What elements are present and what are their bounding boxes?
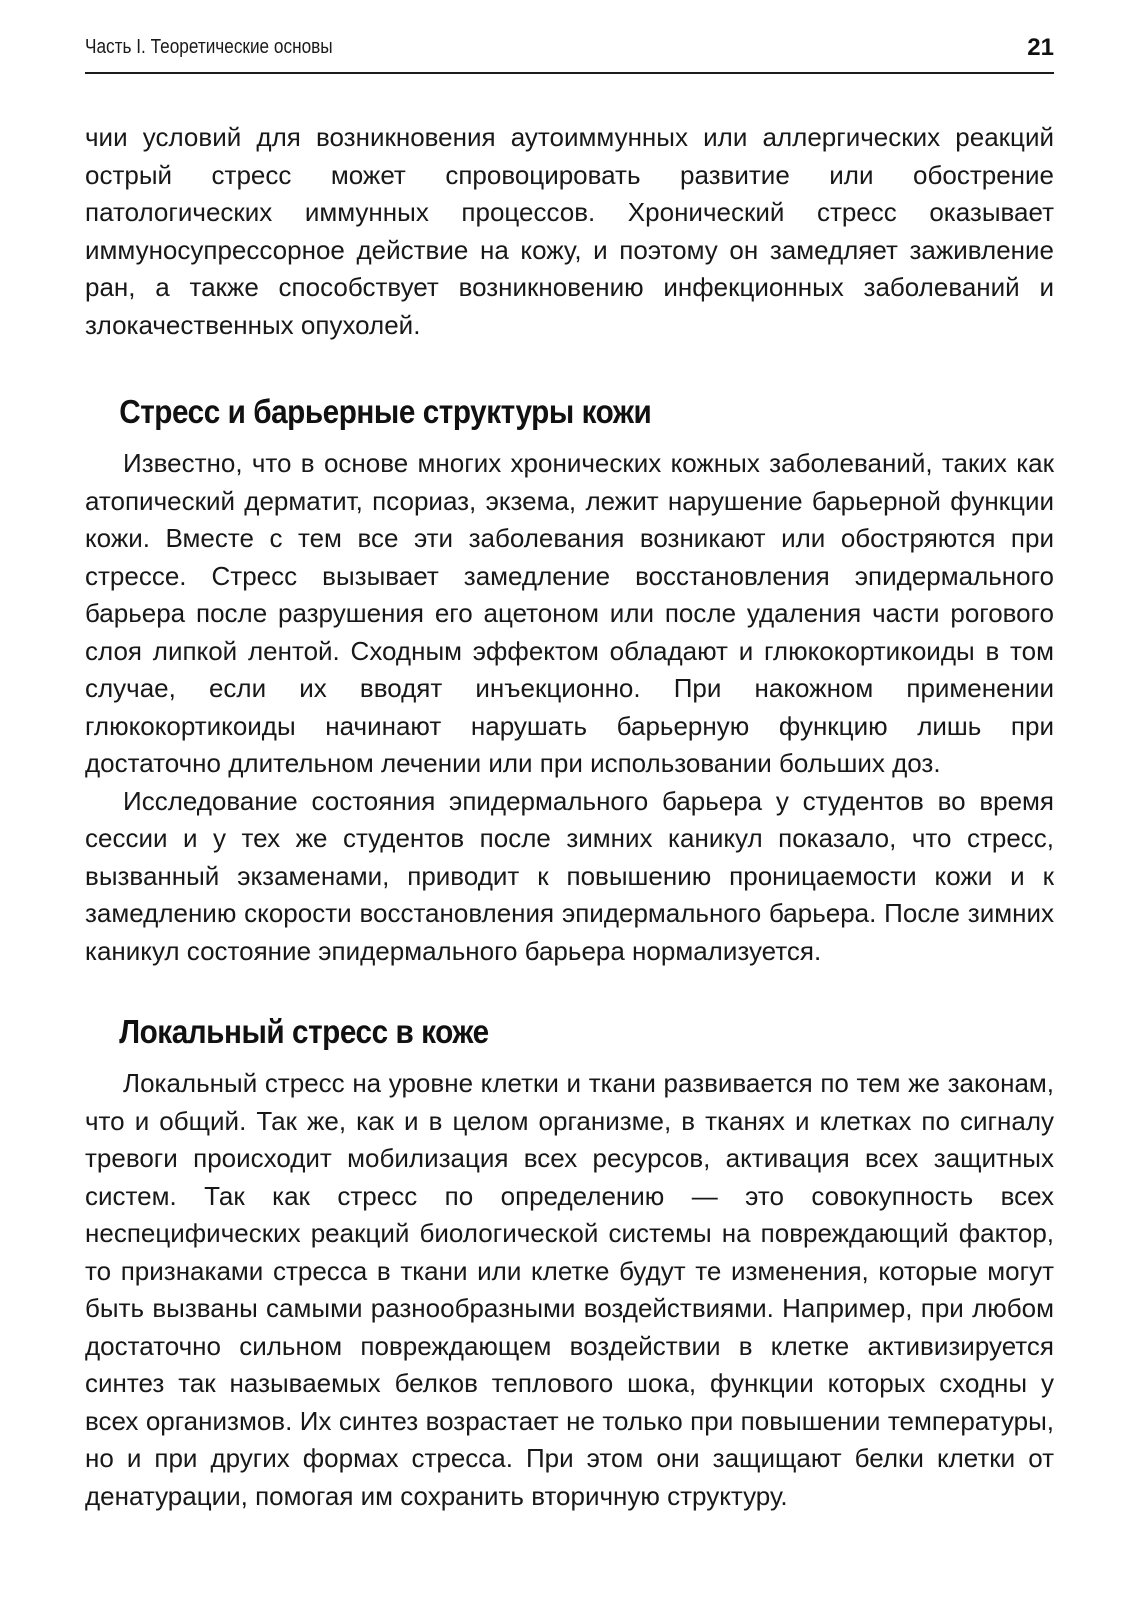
running-header [85,36,1054,74]
section-heading-local-stress: Локальный стресс в коже [119,1013,489,1050]
paragraph-barrier-1: Известно, что в основе многих хронических кожных заболеваний, таких как атопический дерматит, псориаз, экзема, лежит нарушение барьерной функции кожи. Вместе с тем все эти заболевания возникают или обостряются при стрессе. Стресс вызывает замедление восстановления эпидермального барьера после разрушения его ацетоном или после удаления части рогового слоя липкой лентой. Сходным эффектом обладают и глюкокортикоиды в том случае, если их вводят инъекционно. При накожном применении глюкокортикоиды начинают нарушать барьерную функцию лишь при достаточно длительном лечении или при использовании больших доз. [85,448,1054,778]
running-title: Часть I. Теоретические основы [85,36,333,58]
section-heading-barrier: Стресс и барьерные структуры кожи [119,393,652,430]
paragraph-barrier-2: Исследование состояния эпидермального барьера у студентов во время сессии и у тех же студентов после зимних каникул показало, что стресс, вызванный экзаменами, приводит к повышению проницаемости кожи и к замедлению скорости восстановления эпидермального барьера. После зимних каникул состояние эпидермального барьера нормализуется. [85,785,1054,966]
paragraph-local-stress-1: Локальный стресс на уровне клетки и ткани развивается по тем же законам, что и общий. Так же, как и в целом организме, в тканях и клетках по сигналу тревоги происходит мобилизация всех ресурсов, активация всех защитных систем. Так как стресс по определению — это совокупность всех неспецифических реакций биологической системы на повреждающий фактор, то признаками стресса в ткани или клетке будут те изменения, которые могут быть вызваны самыми разнообразными воздействиями. Например, при любом достаточно сильном повреждающем воздействии в клетке активизируется синтез так называемых белков теплового шока, функции которых сходны у всех организмов. Их синтез возрастает не только при повышении температуры, но и при других формах стресса. При этом они защищают белки клетки от денатурации, помогая им сохранить вторичную структуру. [85,1068,1054,1511]
intro-paragraph: чии условий для возникновения аутоиммунных или аллергических реакций острый стресс может спровоцировать развитие или обострение патологических иммунных процессов. Хронический стресс оказывает иммуносупрессорное действие на кожу, и поэтому он замедляет заживление ран, а также способствует возникновению инфекционных заболеваний и злокачественных опухолей. [85,122,1054,340]
page-number: 21 [1027,34,1054,61]
page-body [85,119,1054,1515]
